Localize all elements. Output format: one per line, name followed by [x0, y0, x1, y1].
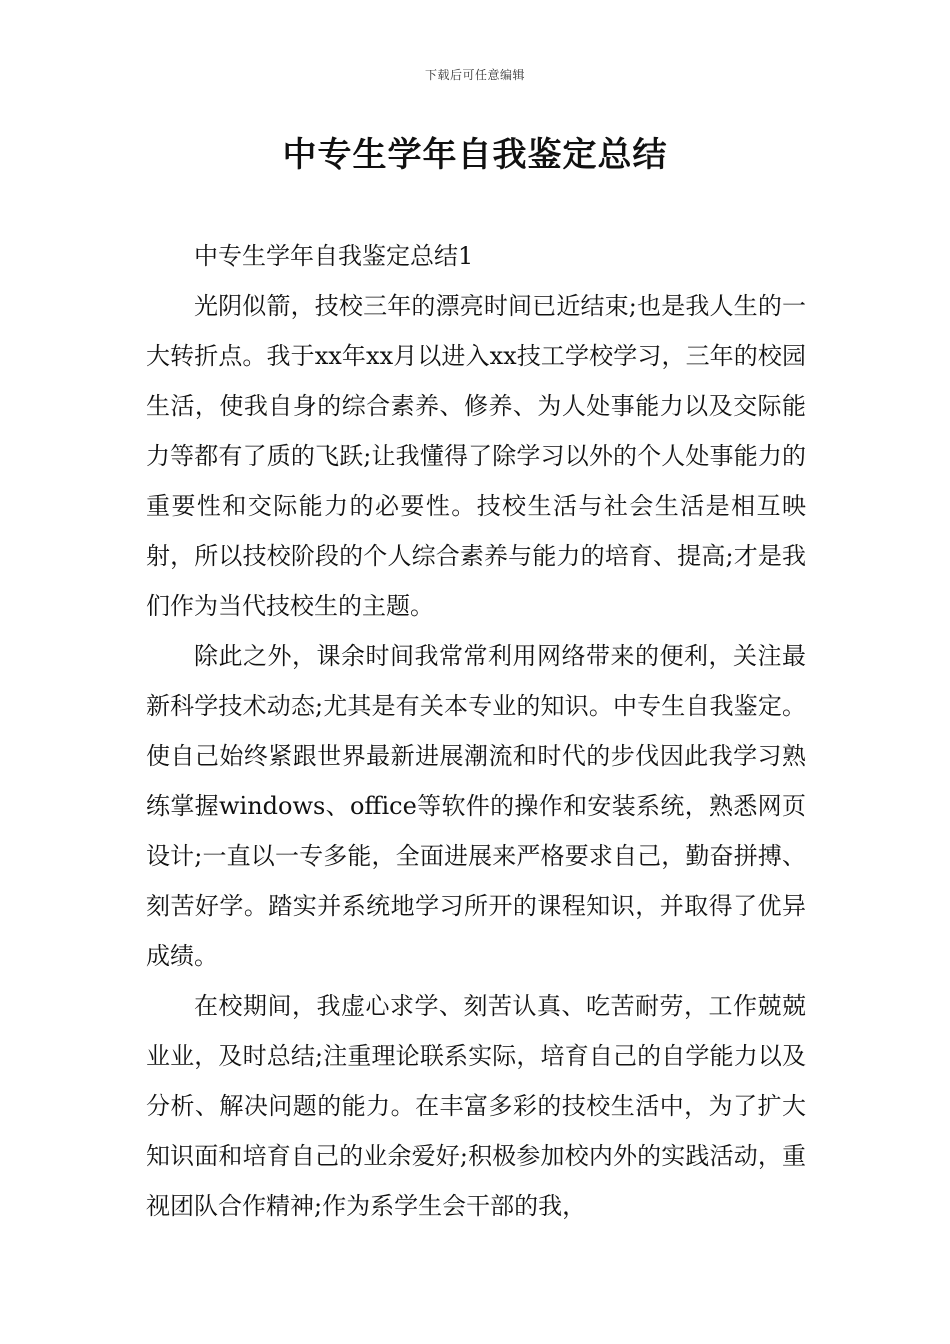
document-title: 中专生学年自我鉴定总结 [282, 135, 668, 175]
header-note: 下载后可任意编辑 [424, 68, 525, 82]
section-heading: 中专生学年自我鉴定总结1 [194, 242, 474, 270]
paragraph-1: 光阴似箭，技校三年的漂亮时间已近结束;也是我人生的一大转折点。我于xx年xx月以进入xx技工学校学习，三年的校园生活，使我自身的综合素养、修养、为人处事能力以及交际能力等都有了质的飞跃;让我懂得了除学习以外的个人处事能力的重要性和交际能力的必要性。技校生活与社会生活是相互映射，所以技校阶段的个人综合素养与能力的培育、提高;才是我们作为当代技校生的主题。 [146, 292, 806, 620]
paragraph-3: 在校期间，我虚心求学、刻苦认真、吃苦耐劳，工作兢兢业业，及时总结;注重理论联系实际，培育自己的自学能力以及分析、解决问题的能力。在丰富多彩的技校生活中，为了扩大知识面和培育自己的业余爱好;积极参加校内外的实践活动，重视团队合作精神;作为系学生会干部的我， [146, 992, 806, 1220]
document-body [146, 231, 806, 1231]
paragraph-2: 除此之外，课余时间我常常利用网络带来的便利，关注最新科学技术动态;尤其是有关本专业的知识。中专生自我鉴定。使自己始终紧跟世界最新进展潮流和时代的步伐因此我学习熟练掌握windows、office等软件的操作和安装系统，熟悉网页设计;一直以一专多能，全面进展来严格要求自己，勤奋拼搏、刻苦好学。踏实并系统地学习所开的课程知识，并取得了优异成绩。 [146, 642, 806, 970]
